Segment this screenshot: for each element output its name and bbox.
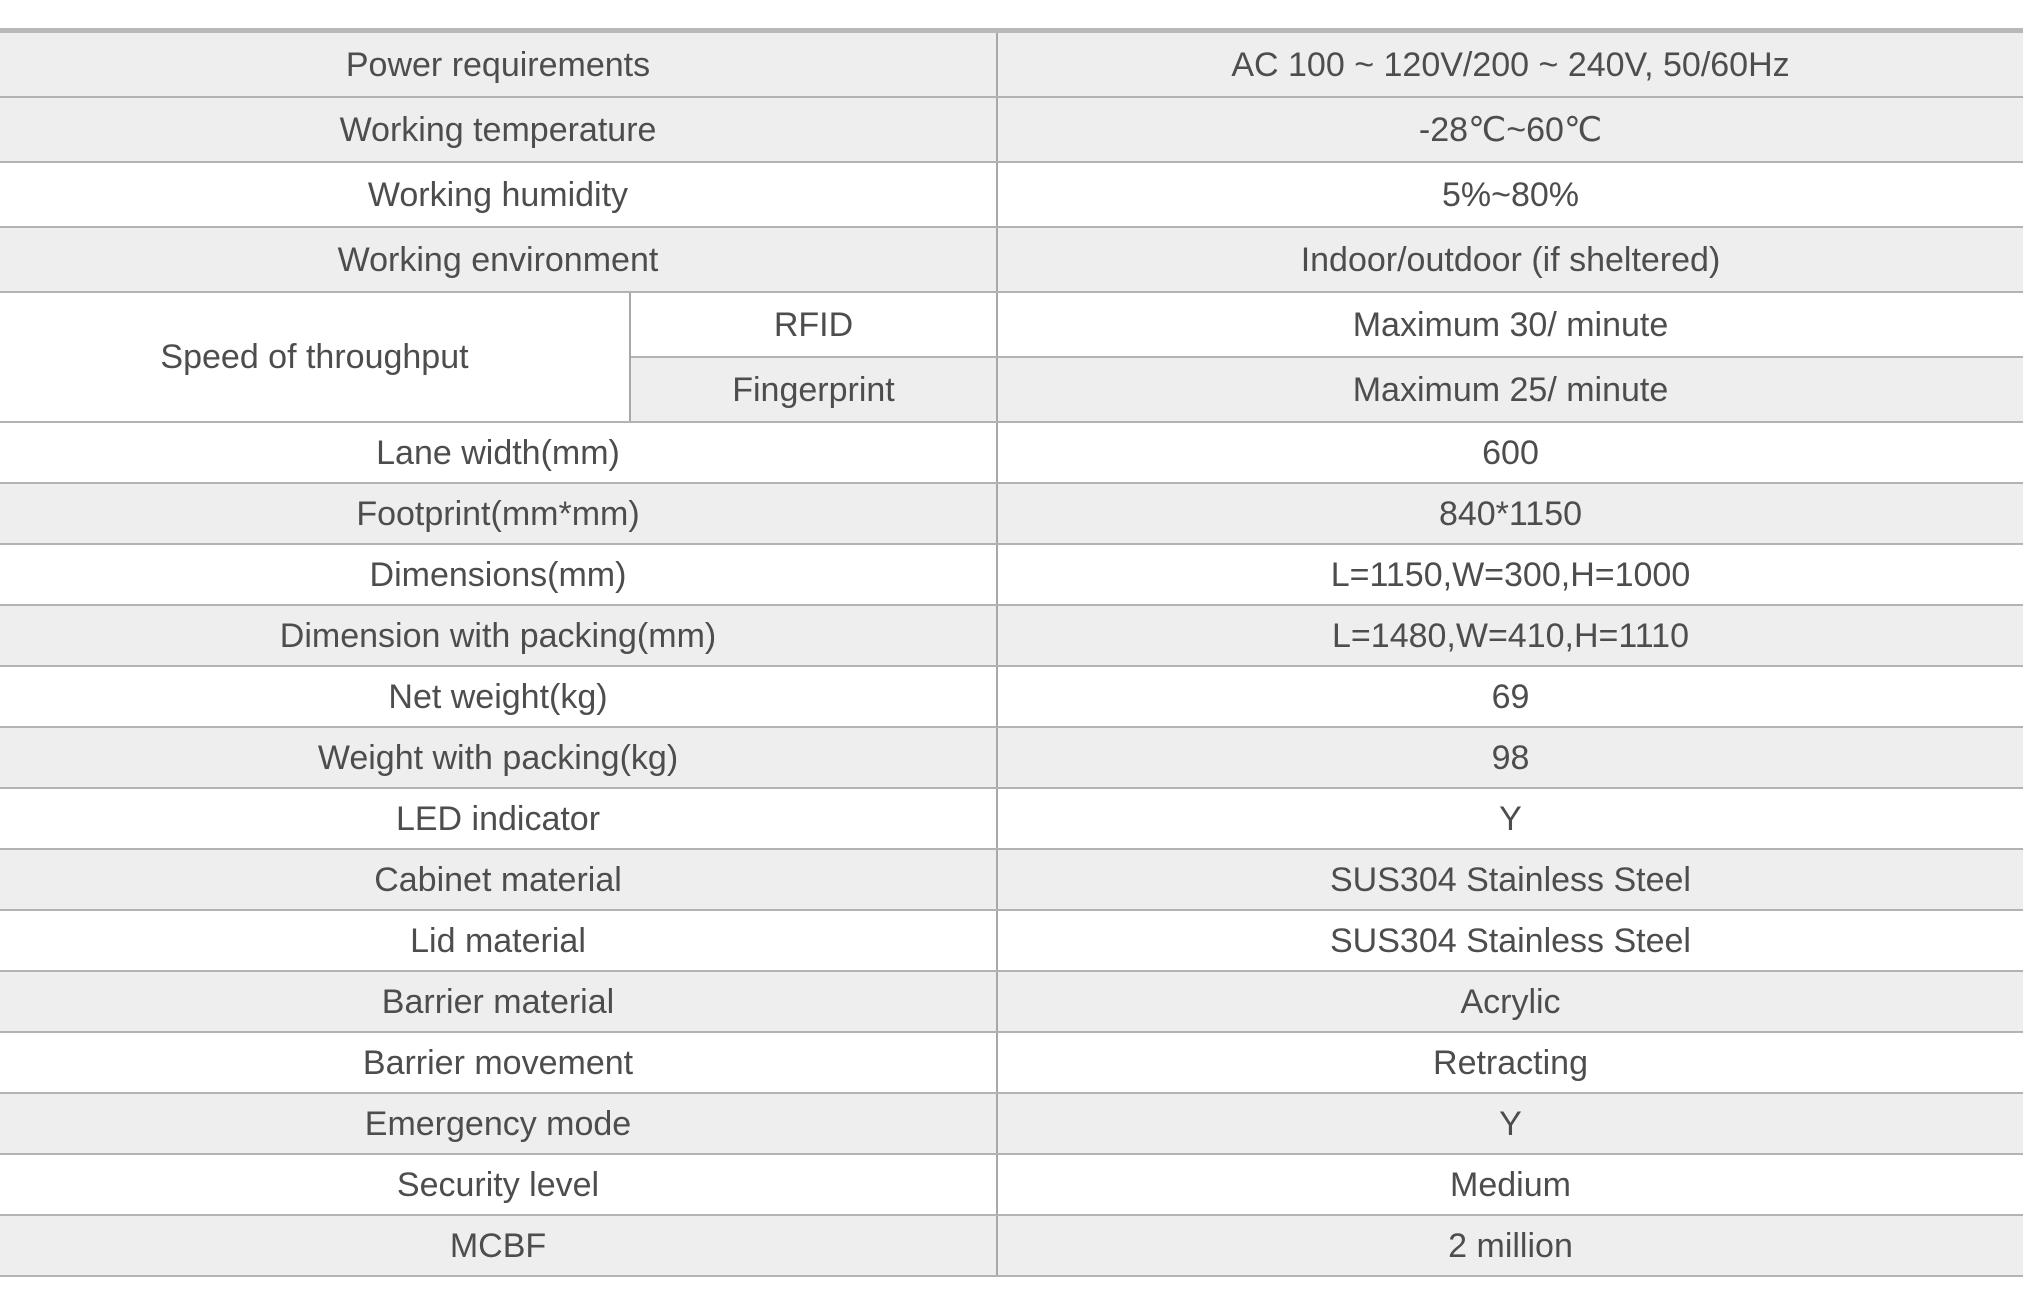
table-row: [0, 544, 2023, 605]
row-value: 5%~80%: [997, 162, 2023, 227]
table-row: [0, 1215, 2023, 1276]
table-row: [0, 849, 2023, 910]
row-label: Dimension with packing(mm): [0, 605, 997, 666]
row-value: 98: [997, 727, 2023, 788]
row-value: Y: [997, 1093, 2023, 1154]
sub-row-label: Fingerprint: [630, 357, 997, 422]
row-label: Emergency mode: [0, 1093, 997, 1154]
table-row: [0, 227, 2023, 292]
row-label: LED indicator: [0, 788, 997, 849]
row-value: AC 100 ~ 120V/200 ~ 240V, 50/60Hz: [997, 33, 2023, 97]
row-value: 840*1150: [997, 483, 2023, 544]
row-label: Lid material: [0, 910, 997, 971]
row-label: Dimensions(mm): [0, 544, 997, 605]
table-row: [0, 33, 2023, 97]
row-value: Indoor/outdoor (if sheltered): [997, 227, 2023, 292]
row-value: SUS304 Stainless Steel: [997, 910, 2023, 971]
table-row: [0, 422, 2023, 483]
row-value: 600: [997, 422, 2023, 483]
table-row: [0, 788, 2023, 849]
table-row: [0, 727, 2023, 788]
table-row: [0, 971, 2023, 1032]
sub-row-label: RFID: [630, 292, 997, 357]
row-value: 69: [997, 666, 2023, 727]
row-label: Working temperature: [0, 97, 997, 162]
table-row: [0, 1093, 2023, 1154]
table-row: [0, 910, 2023, 971]
table-row: [0, 483, 2023, 544]
row-label: Power requirements: [0, 33, 997, 97]
row-label: Cabinet material: [0, 849, 997, 910]
table-row: [0, 666, 2023, 727]
row-label: Barrier material: [0, 971, 997, 1032]
row-value: -28℃~60℃: [997, 97, 2023, 162]
row-value: Medium: [997, 1154, 2023, 1215]
row-label: Net weight(kg): [0, 666, 997, 727]
row-label: Weight with packing(kg): [0, 727, 997, 788]
row-value: Acrylic: [997, 971, 2023, 1032]
row-value: Retracting: [997, 1032, 2023, 1093]
row-group-label: Speed of throughput: [0, 292, 630, 422]
table-row: [0, 292, 2023, 357]
row-value: 2 million: [997, 1215, 2023, 1276]
table-row: [0, 605, 2023, 666]
table-row: [0, 162, 2023, 227]
row-value: L=1480,W=410,H=1110: [997, 605, 2023, 666]
table-row: [0, 97, 2023, 162]
row-label: Working humidity: [0, 162, 997, 227]
table-row: [0, 1032, 2023, 1093]
row-value: Maximum 30/ minute: [997, 292, 2023, 357]
row-value: SUS304 Stainless Steel: [997, 849, 2023, 910]
row-value: Y: [997, 788, 2023, 849]
row-label: MCBF: [0, 1215, 997, 1276]
row-label: Security level: [0, 1154, 997, 1215]
row-label: Barrier movement: [0, 1032, 997, 1093]
table-row: [0, 1154, 2023, 1215]
row-value: Maximum 25/ minute: [997, 357, 2023, 422]
row-label: Working environment: [0, 227, 997, 292]
row-value: L=1150,W=300,H=1000: [997, 544, 2023, 605]
spec-table: [0, 33, 2023, 1277]
row-label: Footprint(mm*mm): [0, 483, 997, 544]
row-label: Lane width(mm): [0, 422, 997, 483]
